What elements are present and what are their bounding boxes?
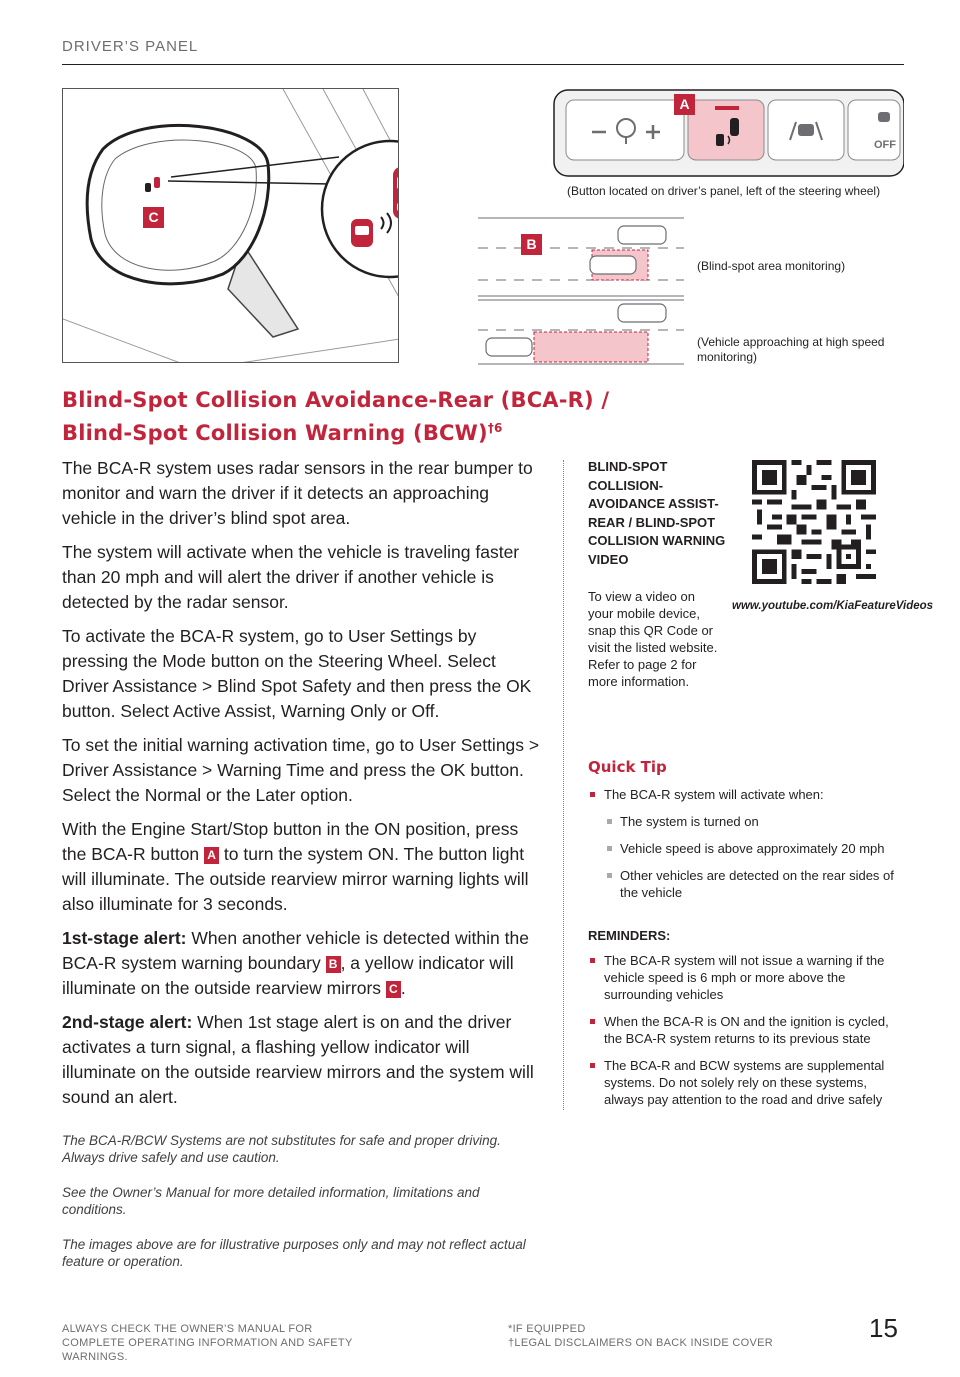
body-paragraph-4: To set the initial warning activation time, go to User Settings > Driver Assistance > Warning Time and press the OK button. Select the Normal or the Later option. xyxy=(62,735,540,805)
title-line-1: Blind-Spot Collision Avoidance-Rear (BCA-R) / xyxy=(62,388,610,412)
label-c: C xyxy=(143,207,164,228)
section-header: DRIVER’S PANEL xyxy=(62,38,199,55)
reminder-item: The BCA-R system will not issue a warning if the vehicle speed is 6 mph or more above the surrounding vehicles xyxy=(588,952,900,1003)
p5-before: With the Engine Start/Stop button in the ON position, press the BCA-R button xyxy=(62,819,519,864)
qr-code-graphic xyxy=(752,460,876,584)
inline-label-c: C xyxy=(386,981,401,998)
video-text: To view a video on your mobile device, snap this QR Code or visit the listed website. Refer to page 2 for more information. xyxy=(588,589,718,689)
title-line-2 xyxy=(62,421,503,445)
note-3: The images above are for illustrative purposes only and may not reflect actual feature or operation. xyxy=(62,1237,526,1269)
lanes-drawing xyxy=(478,214,688,370)
title-line-2-text: Blind-Spot Collision Warning (BCW) xyxy=(62,421,488,445)
button-panel-illustration xyxy=(552,88,904,178)
lanes-illustration xyxy=(478,214,688,370)
disclaimer-notes xyxy=(62,1132,542,1288)
body-paragraph-7 xyxy=(62,1010,540,1110)
p6-end: . xyxy=(400,978,406,998)
quick-tip-list xyxy=(588,786,908,911)
button-caption: (Button located on driver’s panel, left of the steering wheel) xyxy=(567,184,881,198)
reminder-item: When the BCA-R is ON and the ignition is cycled, the BCA-R system returns to its previous state xyxy=(588,1013,900,1047)
inline-label-a: A xyxy=(204,847,219,864)
reminders-title: REMINDERS: xyxy=(588,928,671,943)
note-2: See the Owner’s Manual for more detailed information, limitations and conditions. xyxy=(62,1185,480,1217)
note-1: The BCA-R/BCW Systems are not substitutes for safe and proper driving. Always drive safely and use caution. xyxy=(62,1133,501,1165)
footer-owners-manual-note: ALWAYS CHECK THE OWNER’S MANUAL FOR COMPLETE OPERATING INFORMATION AND SAFETY WARNINGS. xyxy=(62,1323,353,1363)
quick-tip-title: Quick Tip xyxy=(588,758,667,776)
second-stage-label: 2nd-stage alert: xyxy=(62,1012,193,1032)
reminder-item: The BCA-R and BCW systems are supplemental systems. Do not solely rely on these systems, always pay attention to the road and drive safely xyxy=(588,1057,900,1108)
page-number: 15 xyxy=(869,1313,898,1343)
video-title: BLIND-SPOT COLLISION-AVOIDANCE ASSIST-REAR / BLIND-SPOT COLLISION WARNING VIDEO xyxy=(588,459,726,567)
button-panel-drawing xyxy=(552,88,904,178)
footer-legal: †LEGAL DISCLAIMERS ON BACK INSIDE COVER xyxy=(508,1337,773,1349)
p6-mid: , a yellow indicator will illuminate on the outside rearview mirrors xyxy=(62,953,514,998)
mirror-illustration xyxy=(62,88,399,363)
approaching-caption: (Vehicle approaching at high speed monitoring) xyxy=(697,335,885,364)
body-paragraph-2: The system will activate when the vehicle is traveling faster than 20 mph and will alert the driver if another vehicle is detected by the radar sensor. xyxy=(62,542,520,612)
reminders-list xyxy=(588,952,900,1118)
first-stage-label: 1st-stage alert: xyxy=(62,928,187,948)
label-b: B xyxy=(521,234,542,255)
quick-tip-intro: The BCA-R system will activate when: xyxy=(588,786,908,803)
body-paragraph-6 xyxy=(62,926,540,1001)
quick-tip-item: Vehicle speed is above approximately 20 mph xyxy=(588,840,908,857)
body-paragraph-1: The BCA-R system uses radar sensors in the rear bumper to monitor and warn the driver if it detects an approaching vehicle in the driver’s blind spot area. xyxy=(62,458,533,528)
footer-disclaimers xyxy=(508,1322,773,1350)
main-body xyxy=(62,456,540,1119)
p6-before: When another vehicle is detected within the BCA-R system warning boundary xyxy=(62,928,529,973)
quick-tip-item: Other vehicles are detected on the rear sides of the vehicle xyxy=(588,867,908,901)
quick-tip-item: The system is turned on xyxy=(588,813,908,830)
title-superscript: †6 xyxy=(487,421,503,435)
p7-text: When 1st stage alert is on and the driver activates a turn signal, a flashing yellow indicator will illuminate on the outside rearview mirrors and the system will sound an alert. xyxy=(62,1012,534,1107)
p5-after: to turn the system ON. The button light will illuminate. The outside rearview mirror warning lights will also illuminate for 3 seconds. xyxy=(62,844,529,914)
header-rule xyxy=(62,64,904,65)
label-a: A xyxy=(674,94,695,115)
blind-spot-caption: (Blind-spot area monitoring) xyxy=(697,259,846,273)
video-url-link[interactable]: www.youtube.com/KiaFeatureVideos xyxy=(732,600,934,612)
column-divider xyxy=(563,460,564,1110)
footer-if-equipped: *IF EQUIPPED xyxy=(508,1323,586,1335)
inline-label-b: B xyxy=(326,956,341,973)
off-text: OFF xyxy=(874,139,896,151)
mirror-drawing xyxy=(63,89,399,363)
body-paragraph-5 xyxy=(62,817,540,917)
qr-code[interactable] xyxy=(752,460,876,584)
body-paragraph-3: To activate the BCA-R system, go to User Settings by pressing the Mode button on the Steering Wheel. Select Driver Assistance > Blind Spot Safety and then press the OK button. Select Active Assist, Warning Only or Off. xyxy=(62,626,532,721)
